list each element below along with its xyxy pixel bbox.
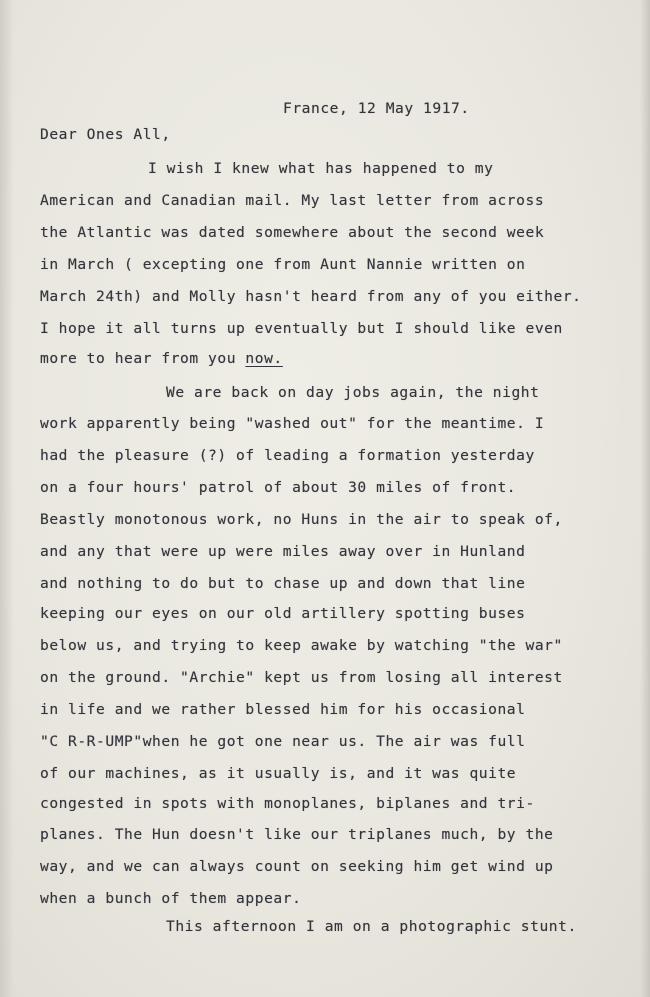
body-line: in March ( excepting one from Aunt Nannie written on [40, 256, 526, 273]
body-line: of our machines, as it usually is, and it was quite [40, 765, 517, 782]
body-line: This afternoon I am on a photographic stunt. [166, 918, 577, 935]
body-line: keeping our eyes on our old artillery spotting buses [40, 605, 526, 622]
body-line: on a four hours' patrol of about 30 miles of front. [40, 479, 517, 496]
body-line: I wish I knew what has happened to my [148, 160, 494, 177]
body-line: when a bunch of them appear. [40, 890, 302, 907]
letter-date: France, 12 May 1917. [283, 100, 470, 117]
body-line: We are back on day jobs again, the night [166, 384, 540, 401]
body-line: and nothing to do but to chase up and down that line [40, 575, 526, 592]
body-line: in life and we rather blessed him for his occasional [40, 701, 526, 718]
body-line: Beastly monotonous work, no Huns in the air to speak of, [40, 511, 563, 528]
body-line: below us, and trying to keep awake by watching "the war" [40, 637, 563, 654]
body-line: American and Canadian mail. My last letter from across [40, 192, 545, 209]
body-line: "C R-R-UMP"when he got one near us. The air was full [40, 733, 526, 750]
body-line: I hope it all turns up eventually but I should like even [40, 320, 563, 337]
body-line: planes. The Hun doesn't like our triplanes much, by the [40, 826, 554, 843]
body-line: and any that were up were miles away over in Hunland [40, 543, 526, 560]
body-line: had the pleasure (?) of leading a formation yesterday [40, 447, 535, 464]
body-line [40, 350, 283, 368]
body-line: on the ground. "Archie" kept us from losing all interest [40, 669, 563, 686]
body-line: the Atlantic was dated somewhere about the second week [40, 224, 545, 241]
letter-salutation: Dear Ones All, [40, 126, 171, 143]
body-line: congested in spots with monoplanes, biplanes and tri- [40, 795, 535, 812]
body-line: work apparently being "washed out" for the meantime. I [40, 415, 545, 432]
body-line-text: more to hear from you [40, 350, 246, 367]
body-line: way, and we can always count on seeking him get wind up [40, 858, 554, 875]
underlined-word: now. [245, 350, 283, 367]
body-line: March 24th) and Molly hasn't heard from any of you either. [40, 288, 582, 305]
